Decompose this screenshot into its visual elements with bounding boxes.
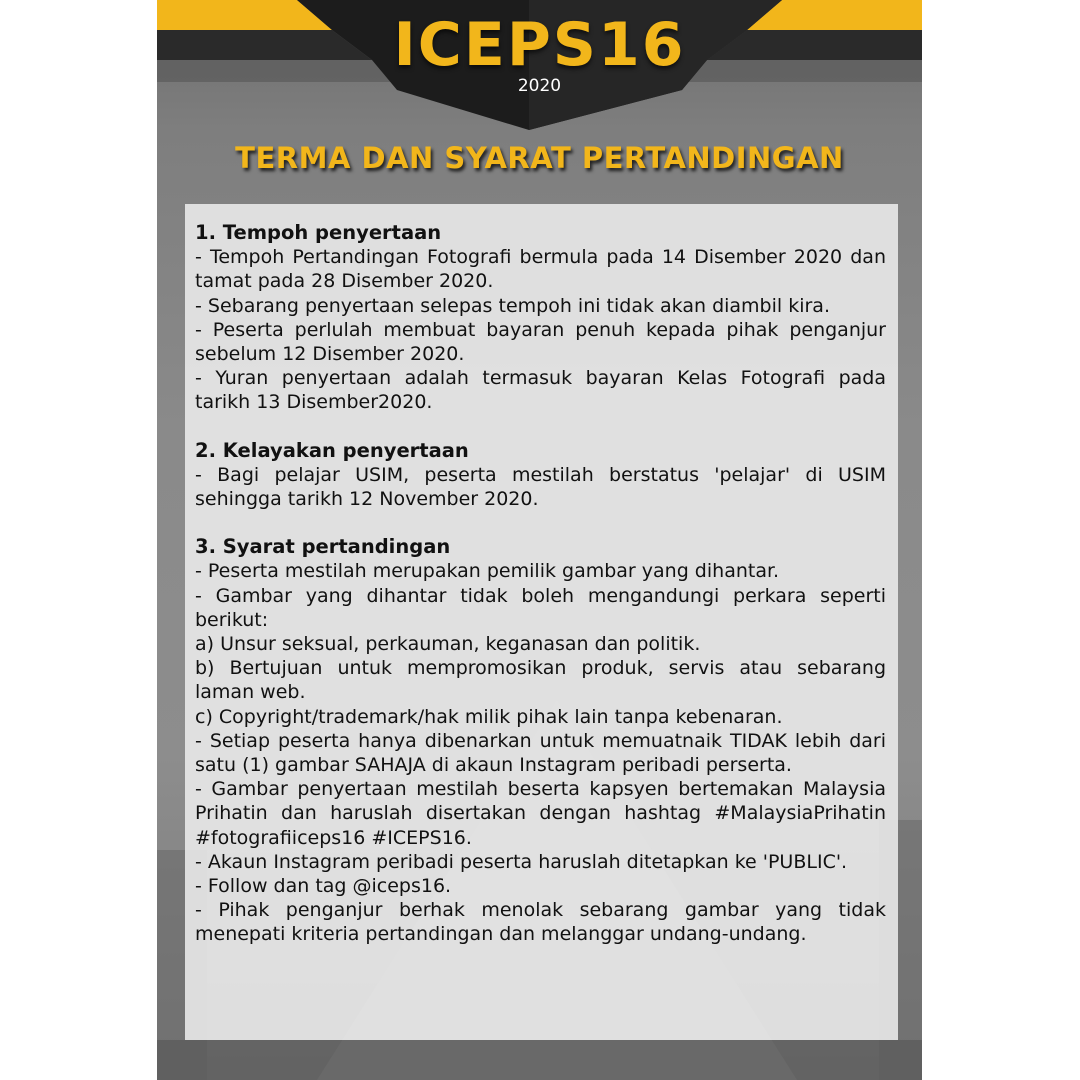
- section-title: 3. Syarat pertandingan: [195, 535, 451, 559]
- section-syarat: [195, 535, 886, 946]
- list-item: - Gambar penyertaan mestilah beserta kapsyen bertemakan Malaysia Prihatin dan haruslah disertakan dengan hashtag #MalaysiaPrihatin #fotografiiceps16 #ICEPS16.: [195, 778, 886, 849]
- list-item: - Tempoh Pertandingan Fotografi bermula pada 14 Disember 2020 dan tamat pada 28 Disember 2020.: [195, 246, 886, 293]
- list-item: - Pihak penganjur berhak menolak sebarang gambar yang tidak menepati kriteria pertandingan dan melanggar undang-undang.: [195, 899, 886, 946]
- section-title: 2. Kelayakan penyertaan: [195, 438, 469, 462]
- year-label: 2020: [517, 76, 562, 96]
- list-item: - Setiap peserta hanya dibenarkan untuk memuatnaik TIDAK lebih dari satu (1) gambar SAHAJA di akaun Instagram peribadi perserta.: [195, 729, 886, 777]
- section-kelayakan: [195, 439, 886, 512]
- list-item: - Yuran penyertaan adalah termasuk bayaran Kelas Fotografi pada tarikh 13 Disember2020.: [195, 367, 886, 414]
- list-item: - Follow dan tag @iceps16.: [195, 875, 452, 898]
- section-spacer: [195, 511, 886, 535]
- list-item: - Bagi pelajar USIM, peserta mestilah berstatus 'pelajar' di USIM sehingga tarikh 12 November 2020.: [195, 463, 886, 511]
- list-item: - Sebarang penyertaan selepas tempoh ini tidak akan diambil kira.: [195, 294, 830, 317]
- ground-band: [157, 1040, 922, 1080]
- section-spacer: [195, 415, 886, 439]
- page-title: TERMA DAN SYARAT PERTANDINGAN: [235, 141, 844, 175]
- poster: [157, 0, 922, 1080]
- list-item: - Peserta mestilah merupakan pemilik gambar yang dihantar.: [195, 560, 780, 583]
- list-item: b) Bertujuan untuk mempromosikan produk, servis atau sebarang laman web.: [195, 657, 886, 704]
- brand-logo-text: ICEPS16: [393, 10, 686, 80]
- terms-panel: [185, 204, 898, 1040]
- list-item: a) Unsur seksual, perkauman, keganasan dan politik.: [195, 633, 701, 656]
- list-item: c) Copyright/trademark/hak milik pihak lain tanpa kebenaran.: [195, 705, 783, 728]
- list-item: - Akaun Instagram peribadi peserta haruslah ditetapkan ke 'PUBLIC'.: [195, 850, 848, 873]
- section-title: 1. Tempoh penyertaan: [195, 221, 442, 244]
- section-tempoh: [195, 221, 886, 415]
- list-item: - Gambar yang dihantar tidak boleh mengandungi perkara seperti berikut:: [195, 584, 886, 631]
- list-item: - Peserta perlulah membuat bayaran penuh kepada pihak penganjur sebelum 12 Disember 2020.: [195, 318, 886, 366]
